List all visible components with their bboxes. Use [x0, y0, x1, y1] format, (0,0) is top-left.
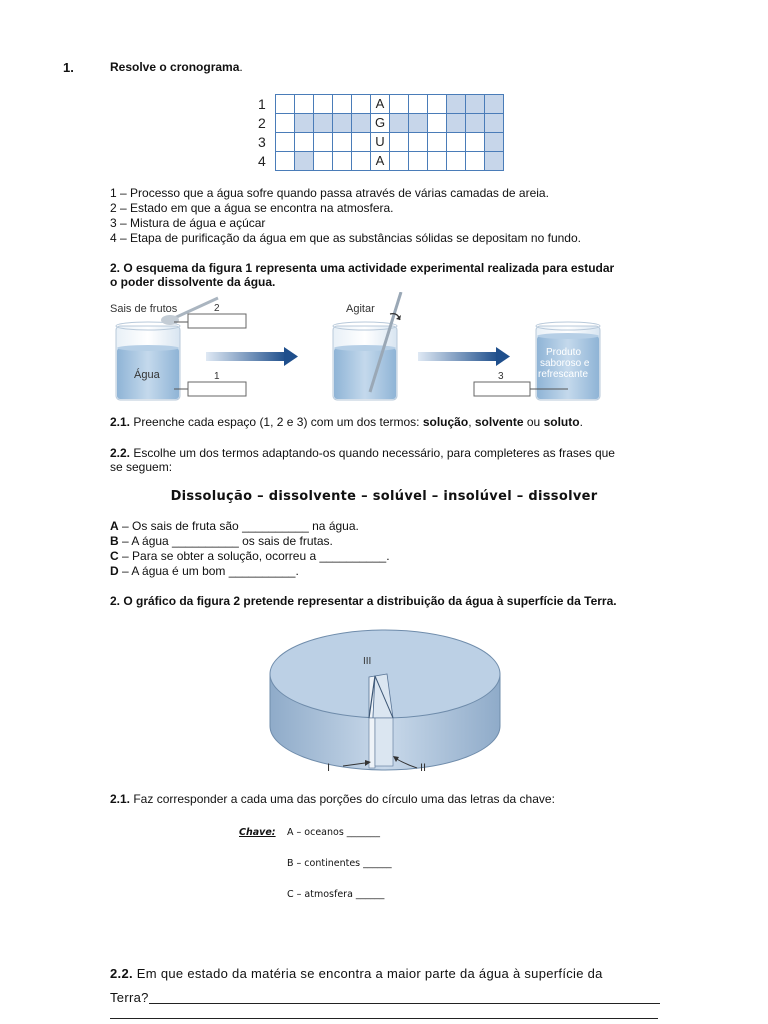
crossword-cell[interactable]	[275, 132, 295, 152]
crossword-cell[interactable]	[446, 113, 466, 133]
fill-in-sentences	[110, 519, 390, 579]
term-solucao: solução	[422, 415, 469, 429]
beaker-1	[116, 322, 180, 400]
crossword-row	[258, 152, 504, 171]
pie-label-III: III	[363, 656, 372, 667]
question-2-1-graph-number: 2.1.	[110, 792, 131, 806]
box-number-1: 1	[214, 371, 220, 382]
question-2-1-graph-text: Faz corresponder a cada uma das porções do círculo uma das letras da chave:	[130, 792, 555, 806]
crossword-cell: A	[370, 151, 390, 171]
answer-box-2[interactable]	[188, 314, 246, 328]
answer-line-2[interactable]	[110, 1018, 658, 1019]
question-2-2-line1: Escolhe um dos termos adaptando-os quando necessário, para completeres as frases que	[130, 446, 615, 460]
crossword-cell[interactable]	[408, 113, 428, 133]
crossword-cell[interactable]	[313, 94, 333, 114]
sentence-c-text: – Para se obter a solução, ocorreu a __________.	[118, 549, 390, 563]
crossword-cell[interactable]	[313, 132, 333, 152]
crossword-cell[interactable]	[389, 113, 409, 133]
sentence-a	[110, 519, 390, 534]
crossword-cell[interactable]	[408, 151, 428, 171]
term-separator-2: ou	[523, 415, 544, 429]
clue-2: 2 – Estado em que a água se encontra na atmosfera.	[110, 201, 394, 215]
crossword-cell[interactable]	[294, 94, 314, 114]
product-label-line2: saboroso e	[540, 358, 590, 369]
sentence-a-letter: A	[110, 519, 119, 533]
crossword-row-number: 3	[258, 134, 266, 150]
clue-4: 4 – Etapa de purificação da água em que as substâncias sólidas se depositam no fundo.	[110, 231, 581, 245]
crossword-cell[interactable]	[351, 151, 371, 171]
box-number-2: 2	[214, 303, 220, 314]
question-2-1-text: Preenche cada espaço (1, 2 e 3) com um dos termos:	[130, 415, 423, 429]
crossword-cell[interactable]	[389, 94, 409, 114]
label-sais-de-frutos: Sais de frutos	[110, 303, 178, 315]
sentence-d	[110, 564, 390, 579]
sentence-d-text: – A água é um bom __________.	[118, 564, 299, 578]
clue-1: 1 – Processo que a água sofre quando passa através de várias camadas de areia.	[110, 186, 549, 200]
crossword-cell[interactable]	[465, 113, 485, 133]
question-2-2-graph-line2: Terra?	[110, 990, 149, 1005]
crossword-cell[interactable]	[294, 132, 314, 152]
question-2-2-line2: se seguem:	[110, 460, 173, 474]
question-1-title	[110, 60, 243, 74]
crossword-cell[interactable]	[427, 151, 447, 171]
question-1-title-end: .	[239, 60, 243, 74]
crossword-cell[interactable]	[332, 94, 352, 114]
crossword-row-number: 1	[258, 96, 266, 112]
term-end: .	[579, 415, 583, 429]
answer-box-3[interactable]	[474, 382, 530, 396]
crossword-cell[interactable]	[427, 113, 447, 133]
term-separator-1: ,	[468, 415, 475, 429]
crossword-cell: G	[370, 113, 390, 133]
pie-label-II: II	[420, 762, 427, 774]
question-1-title-text: Resolve o cronograma	[110, 60, 240, 74]
chave-key	[239, 825, 392, 902]
crossword-cell[interactable]	[332, 151, 352, 171]
graph-heading: 2. O gráfico da figura 2 pretende representar a distribuição da água à superfície da Terra.	[110, 594, 617, 608]
crossword-row	[258, 114, 504, 133]
question-2-1-graph	[110, 792, 555, 806]
figure-2-pie-chart	[265, 608, 505, 778]
question-1-number: 1.	[63, 60, 74, 75]
pie-label-I: I	[327, 762, 331, 774]
crossword-row	[258, 133, 504, 152]
term-soluto: soluto	[543, 415, 580, 429]
answer-line-1[interactable]	[149, 1003, 660, 1004]
question-2-heading	[110, 261, 670, 289]
crossword-cell[interactable]	[427, 94, 447, 114]
wedge-II-side	[375, 718, 393, 766]
crossword-cell[interactable]	[389, 151, 409, 171]
crossword-cell[interactable]	[484, 151, 504, 171]
crossword-cell[interactable]	[275, 113, 295, 133]
crossword-cell[interactable]	[275, 94, 295, 114]
question-2-2-number: 2.2.	[110, 446, 131, 460]
box-number-3: 3	[498, 371, 504, 382]
crossword-cell[interactable]	[351, 113, 371, 133]
crossword-cell[interactable]	[313, 113, 333, 133]
question-2-heading-line1: 2. O esquema da figura 1 representa uma actividade experimental realizada para estudar	[110, 261, 615, 275]
term-solvente: solvente	[474, 415, 524, 429]
crossword-grid	[258, 95, 504, 171]
crossword-cell[interactable]	[351, 132, 371, 152]
crossword-cell[interactable]	[465, 94, 485, 114]
crossword-clues	[110, 186, 581, 246]
crossword-cell[interactable]	[332, 113, 352, 133]
sentence-c	[110, 549, 390, 564]
crossword-row	[258, 95, 504, 114]
question-2-heading-line2: o poder dissolvente da água.	[110, 275, 276, 289]
crossword-cell[interactable]	[351, 94, 371, 114]
crossword-row-number: 4	[258, 153, 266, 169]
crossword-cell[interactable]	[275, 151, 295, 171]
arrow-2-icon	[418, 347, 510, 366]
product-label-line3: refrescante	[538, 369, 589, 380]
figure-1-experiment	[108, 292, 608, 404]
crossword-cell[interactable]	[465, 151, 485, 171]
question-2-1	[110, 415, 583, 429]
chave-option-b: B – continentes ______	[287, 858, 392, 869]
chave-option-a: A – oceanos _______	[287, 827, 381, 838]
crossword-cell[interactable]	[294, 113, 314, 133]
crossword-cell[interactable]	[484, 132, 504, 152]
crossword-cell[interactable]	[446, 132, 466, 152]
sentence-a-text: – Os sais de fruta são __________ na água.	[118, 519, 359, 533]
crossword-cell[interactable]	[484, 113, 504, 133]
crossword-row-number: 2	[258, 115, 266, 131]
crossword-cell: U	[370, 132, 390, 152]
wedge-I-side	[369, 718, 375, 768]
label-agua: Água	[134, 369, 160, 381]
sentence-d-letter: D	[110, 564, 119, 578]
crossword-cell[interactable]	[332, 132, 352, 152]
crossword-cell[interactable]	[465, 132, 485, 152]
sentence-b-text: – A água __________ os sais de frutas.	[118, 534, 333, 548]
crossword-cell[interactable]	[294, 151, 314, 171]
chave-label: Chave:	[239, 827, 276, 838]
question-2-2	[110, 446, 670, 474]
crossword-cell[interactable]	[408, 132, 428, 152]
label-agitar: Agitar	[346, 303, 375, 315]
crossword-cell[interactable]	[389, 132, 409, 152]
crossword-cell: A	[370, 94, 390, 114]
crossword-cell[interactable]	[446, 151, 466, 171]
sentence-b	[110, 534, 390, 549]
sentence-c-letter: C	[110, 549, 119, 563]
crossword-cell[interactable]	[427, 132, 447, 152]
arrow-1-icon	[206, 347, 298, 366]
question-2-2-graph-text: Em que estado da matéria se encontra a maior parte da água à superfície da	[132, 966, 603, 981]
clue-3: 3 – Mistura de água e açúcar	[110, 216, 266, 230]
sentence-b-letter: B	[110, 534, 119, 548]
question-2-2-graph-number: 2.2.	[110, 966, 133, 981]
crossword-cell[interactable]	[446, 94, 466, 114]
key-terms: Dissolução – dissolvente – solúvel – insolúvel – dissolver	[170, 489, 598, 504]
question-2-1-number: 2.1.	[110, 415, 131, 429]
answer-box-1[interactable]	[188, 382, 246, 396]
question-2-2-graph	[110, 962, 660, 1010]
crossword-cell[interactable]	[408, 94, 428, 114]
crossword-cell[interactable]	[484, 94, 504, 114]
product-label-line1: Produto	[546, 347, 582, 358]
chave-option-c: C – atmosfera ______	[287, 889, 385, 900]
crossword-cell[interactable]	[313, 151, 333, 171]
